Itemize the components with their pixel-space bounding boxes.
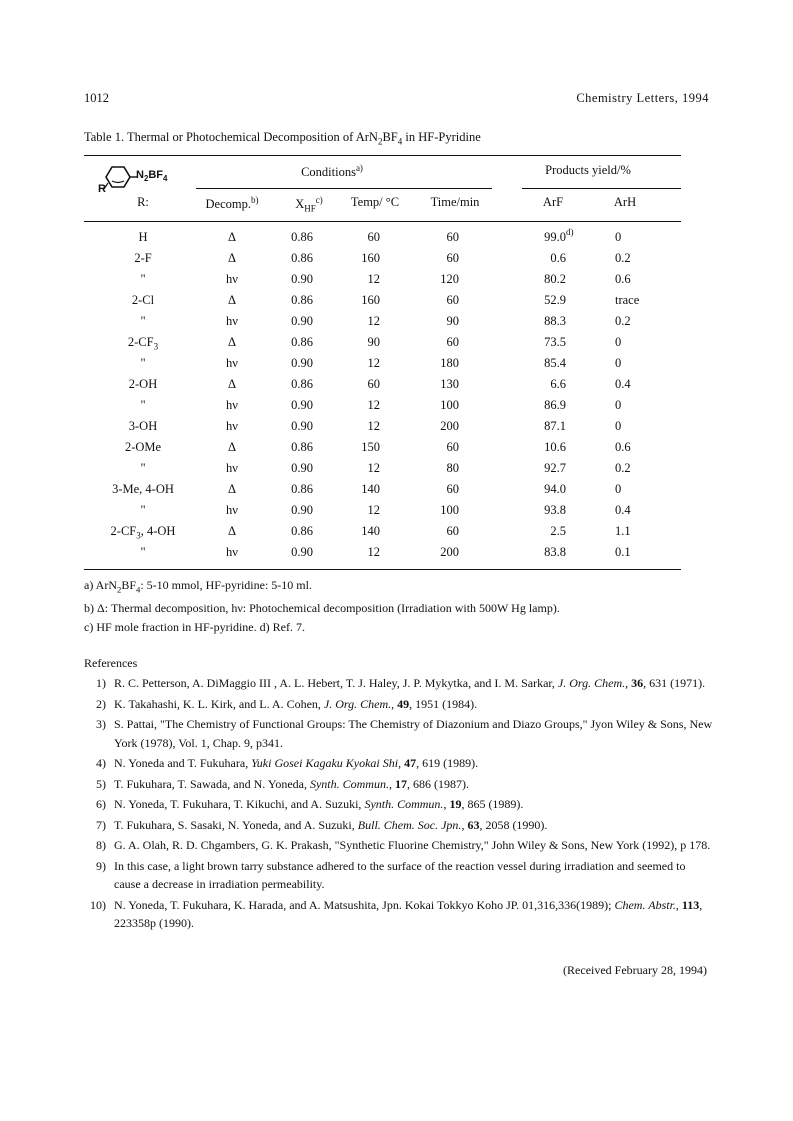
cell-substituent: 2-OMe xyxy=(124,440,162,454)
cell-temp: 12 xyxy=(367,314,380,328)
cell-temp: 150 xyxy=(361,440,380,454)
cell-arf: 85.4 xyxy=(544,356,566,370)
cell-decomp: Δ xyxy=(227,293,237,307)
cell-xhf: 0.86 xyxy=(291,524,313,538)
cell-arh: 0.2 xyxy=(615,314,631,328)
reference-item: 8) G. A. Olah, R. D. Chgambers, G. K. Prakash, "Synthetic Fluorine Chemistry," John Wiley & Sons, New York (1992), p 178. xyxy=(84,836,714,855)
reference-number: 8) xyxy=(96,838,106,852)
cell-temp: 12 xyxy=(367,461,380,475)
cell-time: 60 xyxy=(446,482,459,496)
cell-arf: 88.3 xyxy=(544,314,566,328)
cell-arf: 73.5 xyxy=(544,335,566,349)
cell-arh: 0 xyxy=(615,230,622,244)
cell-decomp: Δ xyxy=(227,377,237,391)
cell-decomp: hν xyxy=(226,545,238,559)
cell-substituent: " xyxy=(140,461,146,475)
footnote-b: b) Δ: Thermal decomposition, hν: Photochemical decomposition (Irradiation with 500W Hg lamp). xyxy=(84,601,560,616)
cell-time: 200 xyxy=(440,545,459,559)
cell-decomp: hν xyxy=(226,356,238,370)
received-date: (Received February 28, 1994) xyxy=(563,963,707,977)
table-bottom-rule xyxy=(84,569,681,570)
cell-substituent: " xyxy=(140,545,146,559)
cell-arf: 99.0 d) xyxy=(544,227,574,244)
substituent-r-label: R xyxy=(98,183,106,195)
reference-item: 3) S. Pattai, "The Chemistry of Functional Groups: The Chemistry of Diazonium and Diazo Groups," Jyon Wiley & Sons, New York (1978), Vol. 1, Chap. 9, p341. xyxy=(84,715,714,752)
cell-decomp: Δ xyxy=(227,335,237,349)
header-bottom-rule xyxy=(84,221,681,222)
col-header-xhf: $X_{HF}^{c)}$ xyxy=(295,195,323,214)
cell-decomp: Δ xyxy=(227,524,237,538)
cell-arf: 0.6 xyxy=(550,251,566,265)
col-header-decomp: Decomp.$^{b)}$ xyxy=(205,195,259,212)
cell-xhf: 0.90 xyxy=(291,272,313,286)
references-title: References xyxy=(84,656,138,670)
cell-time: 180 xyxy=(440,356,459,370)
reference-item: 10) N. Yoneda, T. Fukuhara, K. Harada, and A. Matsushita, Jpn. Kokai Tokkyo Koho JP. 01,316,336(1989); Chem. Abstr., 113, 223358p (1990). xyxy=(84,896,714,933)
cell-arf: 6.6 xyxy=(550,377,566,391)
cell-substituent: " xyxy=(140,503,146,517)
cell-temp: 12 xyxy=(367,356,380,370)
cell-arh: 0 xyxy=(615,419,622,433)
page-header xyxy=(84,91,709,107)
conditions-header: Conditions$^{a)}$ xyxy=(301,163,363,180)
reference-item: 9) In this case, a light brown tarry substance adhered to the surface of the reaction vessel during irradiation and seemed to cause a decrease in irradiation permeability. xyxy=(84,857,714,894)
col-header-time: Time/min xyxy=(430,195,480,209)
cell-xhf: 0.86 xyxy=(291,335,313,349)
cell-substituent: " xyxy=(140,398,146,412)
cell-decomp: hν xyxy=(226,314,238,328)
cell-arh: 0.4 xyxy=(615,503,631,517)
col-header-r: R: xyxy=(137,195,149,209)
cell-temp: 140 xyxy=(361,482,380,496)
cell-time: 80 xyxy=(446,461,459,475)
cell-xhf: 0.90 xyxy=(291,398,313,412)
cell-arf: 94.0 xyxy=(544,482,566,496)
cell-decomp: hν xyxy=(226,272,238,286)
cell-xhf: 0.90 xyxy=(291,356,313,370)
cell-decomp: hν xyxy=(226,461,238,475)
cell-time: 200 xyxy=(440,419,459,433)
conditions-rule xyxy=(196,188,492,189)
cell-temp: 140 xyxy=(361,524,380,538)
cell-substituent: 2-OH xyxy=(128,377,158,391)
reference-number: 2) xyxy=(96,696,106,711)
cell-temp: 160 xyxy=(361,251,380,265)
cell-arf: 87.1 xyxy=(544,419,566,433)
reference-item: 4) N. Yoneda and T. Fukuhara, Yuki Gosei Kagaku Kyokai Shi, 47, 619 (1989). xyxy=(84,754,714,773)
cell-time: 60 xyxy=(446,293,459,307)
table-footnotes xyxy=(84,576,704,637)
cell-arh: 0.6 xyxy=(615,272,631,286)
cell-arh: 0.2 xyxy=(615,461,631,475)
reference-number: 7) xyxy=(96,817,106,832)
reference-item: 7) T. Fukuhara, S. Sasaki, N. Yoneda, and A. Suzuki, Bull. Chem. Soc. Jpn., 63, 2058 (1990). xyxy=(84,816,714,835)
cell-time: 60 xyxy=(446,440,459,454)
diazonium-group-label: $N_2BF_4$ xyxy=(136,169,168,184)
cell-temp: 60 xyxy=(367,230,380,244)
cell-decomp: Δ xyxy=(227,251,237,265)
cell-xhf: 0.86 xyxy=(291,440,313,454)
cell-time: 60 xyxy=(446,230,459,244)
cell-time: 60 xyxy=(446,524,459,538)
journal-title: Chemistry Letters, 1994 xyxy=(576,91,709,105)
reference-number: 5) xyxy=(96,776,106,791)
cell-arh: 0.6 xyxy=(615,440,631,454)
reference-number: 10) xyxy=(90,897,106,912)
cell-temp: 12 xyxy=(367,419,380,433)
cell-time: 60 xyxy=(446,335,459,349)
reference-number: 1) xyxy=(96,676,106,690)
cell-decomp: Δ xyxy=(227,440,237,454)
cell-temp: 12 xyxy=(367,503,380,517)
cell-xhf: 0.90 xyxy=(291,419,313,433)
col-header-arf: ArF xyxy=(542,195,564,209)
cell-time: 120 xyxy=(440,272,459,286)
cell-time: 100 xyxy=(440,398,459,412)
cell-arh: 0.4 xyxy=(615,377,631,391)
cell-substituent: " xyxy=(140,272,146,286)
cell-decomp: Δ xyxy=(227,230,237,244)
cell-temp: 90 xyxy=(367,335,380,349)
reference-number: 9) xyxy=(96,858,106,873)
cell-substituent: " xyxy=(140,356,146,370)
cell-arh: 0.1 xyxy=(615,545,631,559)
cell-arf: 86.9 xyxy=(544,398,566,412)
cell-xhf: 0.86 xyxy=(291,293,313,307)
cell-xhf: 0.86 xyxy=(291,251,313,265)
cell-xhf: 0.86 xyxy=(291,482,313,496)
cell-time: 100 xyxy=(440,503,459,517)
cell-xhf: 0.90 xyxy=(291,461,313,475)
cell-arh: 1.1 xyxy=(615,524,631,538)
cell-time: 90 xyxy=(446,314,459,328)
reference-item: 1) R. C. Petterson, A. DiMaggio III , A. L. Hebert, T. J. Haley, J. P. Mykytka, and I. M. Sarkar, J. Org. Chem., 36, 631 (1971). xyxy=(84,674,714,693)
cell-temp: 12 xyxy=(367,272,380,286)
cell-substituent: H xyxy=(138,230,148,244)
cell-xhf: 0.90 xyxy=(291,314,313,328)
cell-arf: 83.8 xyxy=(544,545,566,559)
cell-arh: 0.2 xyxy=(615,251,631,265)
cell-decomp: Δ xyxy=(227,482,237,496)
products-rule xyxy=(522,188,681,189)
cell-substituent: 2-F xyxy=(134,251,152,265)
cell-xhf: 0.90 xyxy=(291,503,313,517)
page-number: 1012 xyxy=(84,91,109,105)
cell-arh: 0 xyxy=(615,335,622,349)
reference-number: 3) xyxy=(96,717,106,731)
cell-xhf: 0.86 xyxy=(291,377,313,391)
reference-item: 5) T. Fukuhara, T. Sawada, and N. Yoneda, Synth. Commun., 17, 686 (1987). xyxy=(84,775,714,794)
references-list xyxy=(84,674,714,935)
cell-arf: 10.6 xyxy=(544,440,566,454)
reference-number: 4) xyxy=(96,756,106,770)
table-top-rule xyxy=(84,155,681,156)
cell-arh: 0 xyxy=(615,356,622,370)
cell-arf: 92.7 xyxy=(544,461,566,475)
cell-time: 60 xyxy=(446,251,459,265)
cell-xhf: 0.90 xyxy=(291,545,313,559)
cell-substituent: 2-Cl xyxy=(131,293,155,307)
cell-substituent: $2-CF_3$ xyxy=(127,335,159,352)
cell-substituent: 3-OH xyxy=(128,419,158,433)
cell-xhf: 0.86 xyxy=(291,230,313,244)
cell-substituent: " xyxy=(140,314,146,328)
cell-temp: 60 xyxy=(367,377,380,391)
cell-arf: 93.8 xyxy=(544,503,566,517)
footnote-a: a) $ArN_2BF_4$: 5-10 mmol, HF-pyridine: 5-10 ml. xyxy=(84,578,312,595)
cell-decomp: hν xyxy=(226,419,238,433)
products-header: Products yield/% xyxy=(545,163,631,177)
cell-decomp: hν xyxy=(226,398,238,412)
reference-item: 6) N. Yoneda, T. Fukuhara, T. Kikuchi, and A. Suzuki, Synth. Commun., 19, 865 (1989). xyxy=(84,795,714,814)
table-caption: Table 1. Thermal or Photochemical Decomposition of $ArN_2BF_4$ in HF-Pyridine xyxy=(84,130,481,147)
cell-arh: 0 xyxy=(615,482,622,496)
reference-number: 6) xyxy=(96,797,106,811)
results-table xyxy=(84,155,681,571)
cell-arh: trace xyxy=(615,293,640,307)
cell-temp: 160 xyxy=(361,293,380,307)
cell-arf: 80.2 xyxy=(544,272,566,286)
cell-arf: 52.9 xyxy=(544,293,566,307)
reference-item: 2) K. Takahashi, K. L. Kirk, and L. A. Cohen, J. Org. Chem., 49, 1951 (1984). xyxy=(84,695,714,714)
col-header-temp: Temp/ °C xyxy=(350,195,400,209)
cell-temp: 12 xyxy=(367,398,380,412)
cell-substituent: 3-Me, 4-OH xyxy=(112,482,174,496)
cell-arf: 2.5 xyxy=(550,524,566,538)
col-header-arh: ArH xyxy=(613,195,637,209)
aryl-diazonium-structure xyxy=(98,161,168,195)
cell-decomp: hν xyxy=(226,503,238,517)
cell-substituent: $2-CF_3$, 4-OH xyxy=(110,524,176,541)
cell-arh: 0 xyxy=(615,398,622,412)
cell-time: 130 xyxy=(440,377,459,391)
footnote-c: c) HF mole fraction in HF-pyridine. d) Ref. 7. xyxy=(84,620,305,635)
cell-temp: 12 xyxy=(367,545,380,559)
